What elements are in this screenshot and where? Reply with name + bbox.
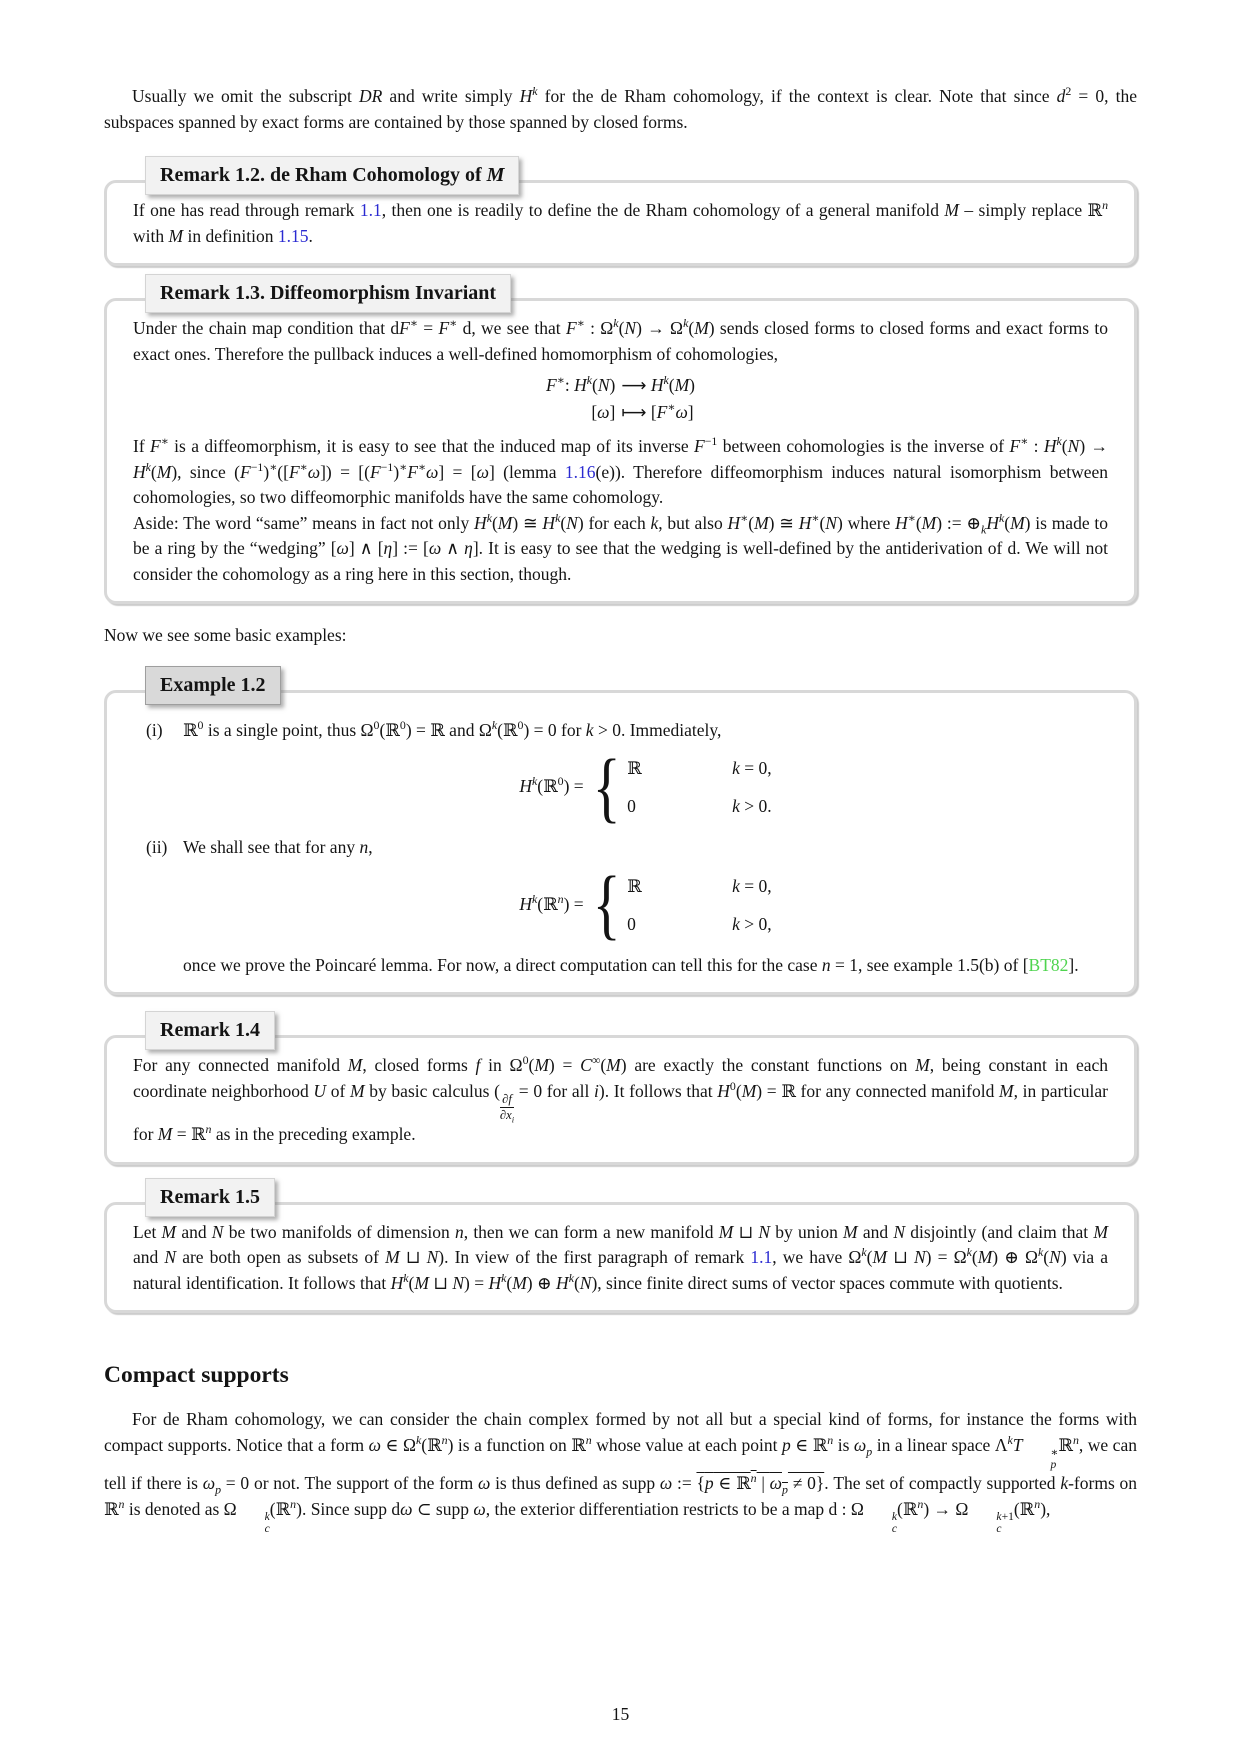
ref-definition-1-15[interactable]: 1.15 (277, 225, 309, 246)
remark-1-5-body: Let M and N be two manifolds of dimension n, then we can form a new manifold M ⊔ N by union M and N disjointly (and claim that M and N are both open as subsets of M ⊔ N). In view of the first paragraph of remark 1.1, we have $\Omega^k(M$ ⊔ $N) = \Omega^k(M)$ ⊕ $\Omega^k(N)$ via a natural identification. It follows that $H^k(M$ ⊔ $N) = H^k(M)$ ⊕ $H^k(N)$, since finite direct sums of vector spaces commute with quotients. (133, 1221, 1109, 1293)
remark-1-4-title: Remark 1.4 (145, 1011, 275, 1050)
equation-row1-left: F∗: $H^k(N)$ (546, 373, 616, 395)
example-item-i (133, 717, 1108, 830)
remark-1-2-body: If one has read through remark 1.1, then one is readily to define the de Rham cohomology of a general manifold M – simply replace ℝ$^n$ with M in definition 1.15. (133, 198, 1109, 246)
remark-1-3-aside: Aside: The word “same” means in fact not only $H^k(M)$ ≅ $H^k(N)$ for each k, but also H∗(M) ≅ H∗(N) where H∗(M) := $\oplus_kH^k(M)$ is made to be a ring by the “wedging” [ω] ∧ [η] := [ω ∧ η]. It is easy to see that the wedging is well-defined by the antiderivation of d. We will not consider the cohomology as a ring here in this section, though. (133, 510, 1109, 584)
case-row: 0 k > 0, (627, 913, 772, 934)
remark-1-4-box (104, 1019, 1137, 1165)
example-1-2-title: Example 1.2 (145, 666, 281, 705)
ref-citation-bt82[interactable]: BT82 (1028, 954, 1069, 975)
hk-rn-cases-equation (183, 860, 1108, 948)
example-1-2-box (104, 673, 1137, 996)
equation-row2-left: [ω] (591, 401, 616, 422)
example-item-i-text: ℝ$^0$ is a single point, thus $\Omega^0(ℝ^0)$ = ℝ and $\Omega^k(ℝ^0) = 0$ for k > 0. Immediately, (183, 717, 722, 740)
equation-row2-right: ⟼ [F∗ω] (621, 399, 694, 423)
remark-1-3-title: Remark 1.3. Diffeomorphism Invariant (145, 274, 511, 313)
compact-supports-paragraph: For de Rham cohomology, we can consider the chain complex formed by not all but a special kind of forms, for instance the forms with compact supports. Notice that a form ω ∈ $\Omega^k(ℝ^n)$ is a function on ℝ$^n$ whose value at each point p ∈ ℝ$^n$ is $\omega_p$ in a linear space $\Lambda^kT$ ∗ p ℝ$^n$, we can tell if there is $\omega_p = 0$ or not. The support of the form ω is thus defined as supp ω := {p ∈ ℝ$^n$ | $\omega_p \ne 0$}. The set of compactly supported k-forms on ℝ$^n$ is denoted as Ω k c (ℝ$^n$). Since supp dω ⊂ supp ω, the exterior differentiation restricts to be a map d : Ω k c (ℝ$^n$) → Ω k+1 c (ℝ$^n$), (104, 1409, 1138, 1536)
remark-1-4-body: For any connected manifold M, closed forms f in $\Omega^0(M) = C^\infty(M)$ are exactly the constant functions on M, being constant in each coordinate neighborhood U of M by basic calculus ( $\frac{\partial f}{\partial x_i}$ = 0 for all i). It follows that $H^0(M)$ = ℝ for any connected manifold M, in particular for M = ℝ$^n$ as in the preceding example. (133, 1053, 1109, 1145)
cases-lhs: $H^k(ℝ^n)$ = (519, 891, 584, 914)
remark-1-5-box (104, 1185, 1137, 1314)
cases-brace: { (592, 742, 621, 830)
page-number: 15 (611, 1704, 630, 1724)
ref-remark-1-1[interactable]: 1.1 (359, 200, 382, 220)
example-item-ii-post: once we prove the Poincaré lemma. For now, a direct computation can tell this for the case n = 1, see example 1.5(b) of [BT82]. (183, 954, 1079, 975)
ref-remark-1-1[interactable]: 1.1 (750, 1247, 773, 1268)
page-content (104, 84, 1137, 1535)
hk-r0-cases-equation (183, 742, 1108, 830)
remark-1-3-paragraph-1: Under the chain map condition that dF∗ = F∗ d, we see that F∗ : $\Omega^k(N) \to \Omega^k(M)$ sends closed forms to closed forms and exact forms to exact ones. Therefore the pullback induces a well-defined homomorphism of cohomologies, (133, 316, 1108, 364)
pullback-map-equation (133, 373, 1108, 426)
example-item-ii (133, 835, 1108, 978)
remark-1-3-paragraph-2: If F∗ is a diffeomorphism, it is easy to see that the induced map of its inverse $F^{-1}$ between cohomologies is the inverse of F∗ : $H^k(N) \to H^k(M)$, since $(F^{-1})^∗([F^∗\omega]) = [(F^{-1})^∗F^∗\omega] = [\omega]$ (lemma 1.16(e)). Therefore diffeomorphism induces natural isomorphism between cohomologies, so two diffeomorphic manifolds have the same cohomology. (133, 434, 1109, 507)
cases-brace: { (592, 860, 621, 948)
item-label-i: (i) (146, 719, 163, 740)
compact-supports-heading: Compact supports (104, 1362, 289, 1389)
case-row: ℝ k = 0, (627, 758, 772, 778)
example-item-ii-text: We shall see that for any n, (183, 837, 373, 857)
case-row: ℝ k = 0, (627, 875, 772, 896)
case-row: 0 k > 0. (627, 796, 772, 816)
remark-1-2-title: Remark 1.2. de Rham Cohomology of M (145, 156, 519, 195)
cases-lhs: $H^k(ℝ^0)$ = (519, 774, 584, 797)
remark-1-3-box (104, 282, 1137, 604)
remark-1-5-title: Remark 1.5 (145, 1178, 275, 1217)
item-label-ii: (ii) (146, 837, 168, 857)
remark-1-2-box (104, 164, 1137, 266)
examples-intro: Now we see some basic examples: (104, 625, 347, 645)
ref-lemma-1-16[interactable]: 1.16 (564, 461, 596, 482)
intro-paragraph: Usually we omit the subscript DR and write simply $H^k$ for the de Rham cohomology, if the context is clear. Note that since $d^2 = 0$, the subspaces spanned by exact forms are contained by those spanned by closed forms. (104, 84, 1137, 132)
equation-row1-right: ⟶ $H^k(M)$ (621, 373, 695, 396)
